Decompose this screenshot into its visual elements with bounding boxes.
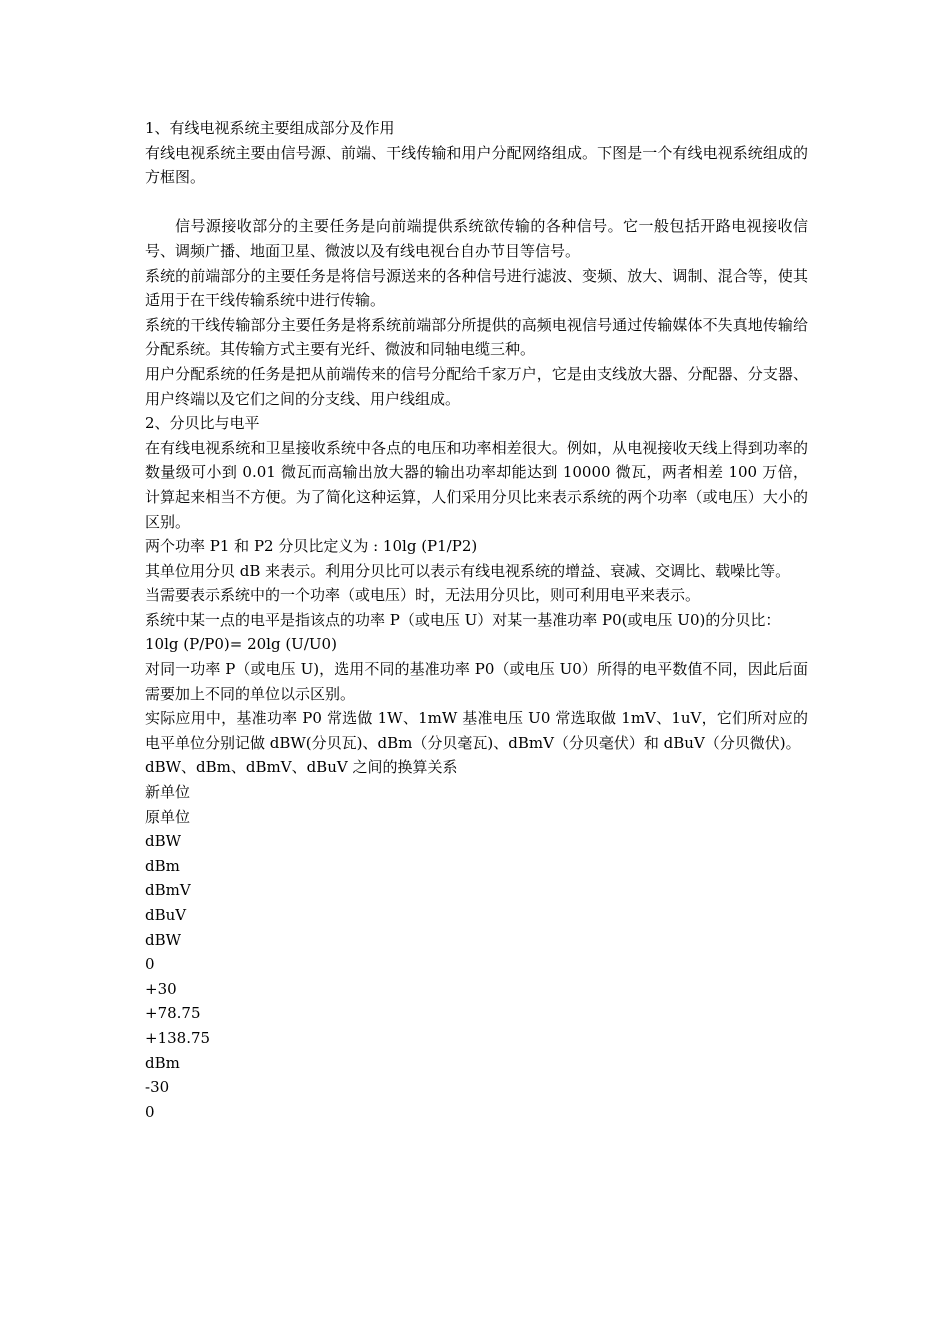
diagram-placeholder-gap	[145, 190, 808, 215]
conversion-line: 0	[145, 955, 155, 974]
conversion-line: +78.75	[145, 1004, 201, 1023]
conversion-line: -30	[145, 1078, 170, 1097]
paragraph-reference-units: 对同一功率 P（或电压 U)，选用不同的基准功率 P0（或电压 U0）所得的电平数值不同，因此后面需要加上不同的单位以示区别。	[145, 660, 808, 703]
conversion-line: +138.75	[145, 1028, 211, 1047]
paragraph-headend: 系统的前端部分的主要任务是将信号源送来的各种信号进行滤波、变频、放大、调制、混合等，使其适用于在干线传输系统中进行传输。	[145, 266, 808, 310]
section-2-heading: 2、分贝比与电平	[145, 414, 260, 433]
document-page	[145, 116, 808, 1124]
paragraph-signal-source: 信号源接收部分的主要任务是向前端提供系统欲传输的各种信号。它一般包括开路电视接收信号、调频广播、地面卫星、微波以及有线电视台自办节目等信号。	[145, 217, 808, 260]
conversion-line: 原单位	[145, 807, 191, 826]
conversion-line: dBW	[145, 832, 182, 851]
conversion-line: dBuV	[145, 906, 187, 924]
paragraph-db-definition: 两个功率 P1 和 P2 分贝比定义为 : 10lg (P1/P2)	[145, 537, 478, 556]
conversion-table-title: dBW、dBm、dBmV、dBuV 之间的换算关系	[145, 758, 458, 777]
paragraph-trunk: 系统的干线传输部分主要任务是将系统前端部分所提供的高频电视信号通过传输媒体不失真地传输给分配系统。其传输方式主要有光纤、微波和同轴电缆三种。	[145, 315, 808, 359]
conversion-line: dBm	[145, 856, 180, 875]
paragraph-practical-units: 实际应用中，基准功率 P0 常选做 1W、1mW 基准电压 U0 常选取做 1mV、1uV，它们所对应的电平单位分别记做 dBW(分贝瓦)、dBm（分贝毫瓦)、dBmV（分贝毫伏）和 dBuV（分贝微伏)。	[145, 709, 808, 752]
conversion-line: +30	[145, 979, 177, 998]
conversion-line: dBm	[145, 1053, 180, 1072]
section-1-heading: 1、有线电视系统主要组成部分及作用	[145, 119, 395, 137]
conversion-line: 新单位	[145, 783, 191, 802]
paragraph-level-intro: 当需要表示系统中的一个功率（或电压）时，无法用分贝比，则可利用电平来表示。	[145, 586, 701, 605]
conversion-line: dBW	[145, 930, 182, 949]
section-1-intro: 有线电视系统主要由信号源、前端、干线传输和用户分配网络组成。下图是一个有线电视系统组成的方框图。	[145, 143, 808, 187]
paragraph-distribution: 用户分配系统的任务是把从前端传来的信号分配给千家万户，它是由支线放大器、分配器、分支器、用户终端以及它们之间的分支线、用户线组成。	[145, 364, 808, 408]
paragraph-level-definition: 系统中某一点的电平是指该点的功率 P（或电压 U）对某一基准功率 P0(或电压 U0)的分贝比：	[145, 610, 781, 629]
formula-level: 10lg (P/P0)= 20lg (U/U0)	[145, 635, 337, 654]
conversion-line: dBmV	[145, 881, 191, 900]
paragraph-db-intro: 在有线电视系统和卫星接收系统中各点的电压和功率相差很大。例如，从电视接收天线上得到功率的数量级可小到 0.01 微瓦而高输出放大器的输出功率却能达到 10000 微瓦，两者相差 100 万倍，计算起来相当不方便。为了简化这种运算，人们采用分贝比来表示系统的两个功率（或电压）大小的区别。	[145, 438, 808, 531]
paragraph-db-unit: 其单位用分贝 dB 来表示。利用分贝比可以表示有线电视系统的增益、衰减、交调比、载噪比等。	[145, 561, 791, 580]
conversion-line: 0	[145, 1102, 155, 1121]
